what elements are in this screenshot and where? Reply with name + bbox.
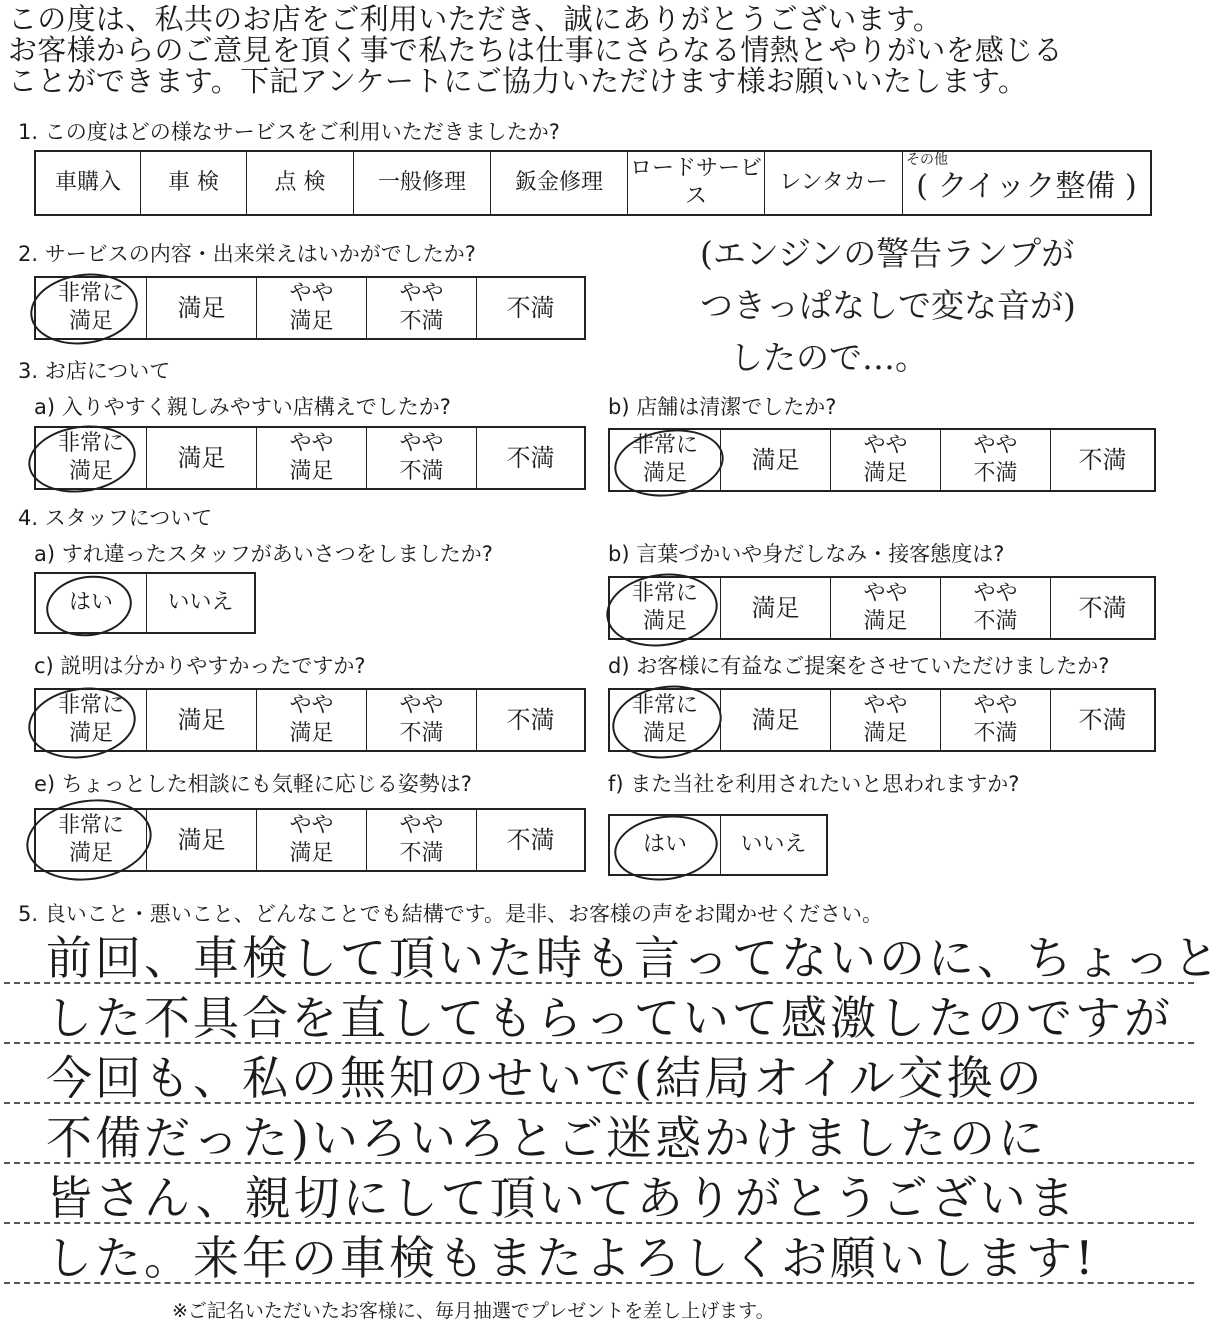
note-line: したので…。 (730, 338, 928, 377)
q4f-question: f) また当社を利用されたいと思われますか? (608, 772, 1020, 796)
q4c-question: c) 説明は分かりやすかったですか? (34, 654, 366, 678)
option-other[interactable] (902, 152, 1150, 214)
intro-line: ことができます。下記アンケートにご協力いただけます様お願いいたします。 (8, 64, 1028, 98)
q2-handwritten-note (700, 228, 1076, 384)
rating-somewhat-dissatisfied[interactable] (366, 428, 476, 488)
q2-question: 2. サービスの内容・出来栄えはいかがでしたか? (18, 242, 476, 266)
intro-text (8, 4, 1218, 97)
rating-somewhat-dissatisfied[interactable] (366, 690, 476, 750)
q3-heading: 3. お店について (18, 359, 171, 383)
rating-somewhat-dissatisfied[interactable] (366, 278, 476, 338)
rating-label: やや 不満 (973, 433, 1018, 486)
rating-dissatisfied[interactable] (476, 428, 584, 488)
rating-label: やや 満足 (863, 433, 908, 486)
rating-somewhat-dissatisfied[interactable] (366, 810, 476, 870)
rating-very-satisfied[interactable] (36, 428, 146, 488)
q3b-question: b) 店舗は清潔でしたか? (608, 395, 837, 419)
rating-satisfied[interactable] (720, 430, 830, 490)
rating-label: 不満 (1078, 446, 1127, 474)
q4b-rating (608, 576, 1156, 640)
rating-label: やや 不満 (399, 813, 444, 866)
rating-satisfied[interactable] (146, 428, 256, 488)
rating-dissatisfied[interactable] (1050, 578, 1154, 638)
rating-dissatisfied[interactable] (1050, 430, 1154, 490)
rating-somewhat-dissatisfied[interactable] (940, 690, 1050, 750)
rating-somewhat-satisfied[interactable] (256, 428, 366, 488)
q4c-rating (34, 688, 586, 752)
q3a-rating (34, 426, 586, 490)
option-bodywork[interactable]: 鈑金修理 (490, 152, 627, 214)
rating-very-satisfied[interactable] (36, 810, 146, 870)
q4-heading: 4. スタッフについて (18, 506, 213, 530)
q4a-question: a) すれ違ったスタッフがあいさつをしましたか? (34, 542, 493, 566)
q4e-question: e) ちょっとした相談にも気軽に応じる姿勢は? (34, 772, 472, 796)
answer-label: はい (68, 590, 113, 615)
rating-label: 満足 (177, 294, 226, 322)
answer-label: いいえ (740, 832, 807, 857)
rating-label: 不満 (506, 706, 555, 734)
rating-dissatisfied[interactable] (1050, 690, 1154, 750)
rating-label: やや 満足 (289, 693, 334, 746)
answer-no[interactable] (720, 816, 826, 874)
answer-no[interactable] (146, 574, 254, 632)
handwritten-comment-line: 不備だった)いろいろとご迷惑かけましたのに (46, 1111, 1047, 1165)
rating-label: 不満 (506, 826, 555, 854)
q3a-question: a) 入りやすく親しみやすい店構えでしたか? (34, 395, 451, 419)
q1-question: 1. この度はどの様なサービスをご利用いただきましたか? (18, 120, 560, 144)
rating-label: 満足 (751, 706, 800, 734)
option-general-repair[interactable]: 一般修理 (353, 152, 490, 214)
rating-very-satisfied[interactable] (610, 690, 720, 750)
handwritten-comment-line: 前回、車検して頂いた時も言ってないのに、ちょっと (46, 931, 1222, 985)
rating-label: やや 不満 (973, 581, 1018, 634)
rating-somewhat-satisfied[interactable] (830, 578, 940, 638)
rating-somewhat-satisfied[interactable] (830, 430, 940, 490)
rating-label: やや 満足 (289, 281, 334, 334)
q4d-rating (608, 688, 1156, 752)
rating-label: 非常に 満足 (57, 431, 124, 484)
answer-yes[interactable] (36, 574, 146, 632)
other-label: その他 (906, 152, 948, 168)
q3b-rating (608, 428, 1156, 492)
q5-question: 5. 良いこと・悪いこと、どんなことでも結構です。是非、お客様の声をお聞かせください。 (18, 902, 884, 926)
rating-label: 非常に 満足 (57, 813, 124, 866)
rating-very-satisfied[interactable] (610, 430, 720, 490)
answer-label: いいえ (167, 590, 234, 615)
rating-label: 不満 (506, 444, 555, 472)
q2-rating (34, 276, 586, 340)
q4b-question: b) 言葉づかいや身だしなみ・接客態度は? (608, 542, 1005, 566)
rating-satisfied[interactable] (720, 578, 830, 638)
rating-label: 満足 (177, 826, 226, 854)
option-inspection[interactable]: 点 検 (246, 152, 353, 214)
rating-label: 非常に 満足 (631, 433, 698, 486)
rating-label: 満足 (177, 706, 226, 734)
rating-label: やや 満足 (289, 431, 334, 484)
q4e-rating (34, 808, 586, 872)
footer-note (10, 1296, 775, 1323)
rating-label: やや 不満 (399, 431, 444, 484)
option-road-service[interactable]: ロードサービス (627, 152, 764, 214)
rating-dissatisfied[interactable] (476, 810, 584, 870)
rating-very-satisfied[interactable] (610, 578, 720, 638)
q4d-question: d) お客様に有益なご提案をさせていただけましたか? (608, 654, 1110, 678)
other-handwritten-value: ( クイック整備 ) (916, 169, 1137, 204)
rating-label: 満足 (177, 444, 226, 472)
footer-text: ※ご記名いただいたお客様に、毎月抽選でプレゼントを差し上げます。 (172, 1300, 775, 1322)
q5-comment-area[interactable] (0, 926, 1224, 1318)
rating-very-satisfied[interactable] (36, 278, 146, 338)
rating-somewhat-satisfied[interactable] (256, 810, 366, 870)
q4f-yes-no (608, 814, 828, 876)
handwritten-comment-line: 今回も、私の無知のせいで(結局オイル交換の (46, 1051, 1045, 1105)
rating-dissatisfied[interactable] (476, 278, 584, 338)
rating-label: 非常に 満足 (631, 581, 698, 634)
rating-label: やや 不満 (399, 693, 444, 746)
intro-line: お客様からのご意見を頂く事で私たちは仕事にさらなる情熱とやりがいを感じる (8, 33, 1063, 67)
rating-somewhat-satisfied[interactable] (256, 690, 366, 750)
answer-yes[interactable] (610, 816, 720, 874)
rating-label: やや 不満 (399, 281, 444, 334)
rating-label: 不満 (506, 294, 555, 322)
rating-somewhat-satisfied[interactable] (830, 690, 940, 750)
rating-somewhat-satisfied[interactable] (256, 278, 366, 338)
option-car-purchase[interactable]: 車購入 (54, 170, 121, 195)
rating-label: やや 満足 (863, 693, 908, 746)
rating-dissatisfied[interactable] (476, 690, 584, 750)
rating-label: 非常に 満足 (57, 281, 124, 334)
note-line: つきっぱなしで変な音が) (700, 286, 1076, 325)
rating-satisfied[interactable] (146, 810, 256, 870)
rating-label: やや 満足 (863, 581, 908, 634)
q1-service-options (34, 150, 1152, 216)
rating-very-satisfied[interactable] (36, 690, 146, 750)
rating-label: 満足 (751, 446, 800, 474)
option-shaken[interactable]: 車 検 (140, 152, 246, 214)
rating-label: やや 満足 (289, 813, 334, 866)
rating-satisfied[interactable] (720, 690, 830, 750)
rating-satisfied[interactable] (146, 690, 256, 750)
note-line: (エンジンの警告ランプが (700, 234, 1075, 273)
answer-label: はい (642, 832, 687, 857)
handwritten-comment-line: した不具合を直してもらっていて感激したのですが (46, 991, 1173, 1045)
rating-label: 不満 (1078, 594, 1127, 622)
rating-label: 不満 (1078, 706, 1127, 734)
q4a-yes-no (34, 572, 256, 634)
rating-somewhat-dissatisfied[interactable] (940, 578, 1050, 638)
rating-somewhat-dissatisfied[interactable] (940, 430, 1050, 490)
handwritten-comment-line: した。来年の車検もまたよろしくお願いします! (46, 1231, 1097, 1285)
rating-label: やや 不満 (973, 693, 1018, 746)
rating-label: 非常に 満足 (57, 693, 124, 746)
rating-satisfied[interactable] (146, 278, 256, 338)
rating-label: 満足 (751, 594, 800, 622)
rating-label: 非常に 満足 (631, 693, 698, 746)
intro-line: この度は、私共のお店をご利用いただき、誠にありがとうございます。 (8, 2, 943, 36)
handwritten-comment-line: 皆さん、親切にして頂いてありがとうございま (46, 1171, 1078, 1225)
option-rental-car[interactable]: レンタカー (764, 152, 902, 214)
